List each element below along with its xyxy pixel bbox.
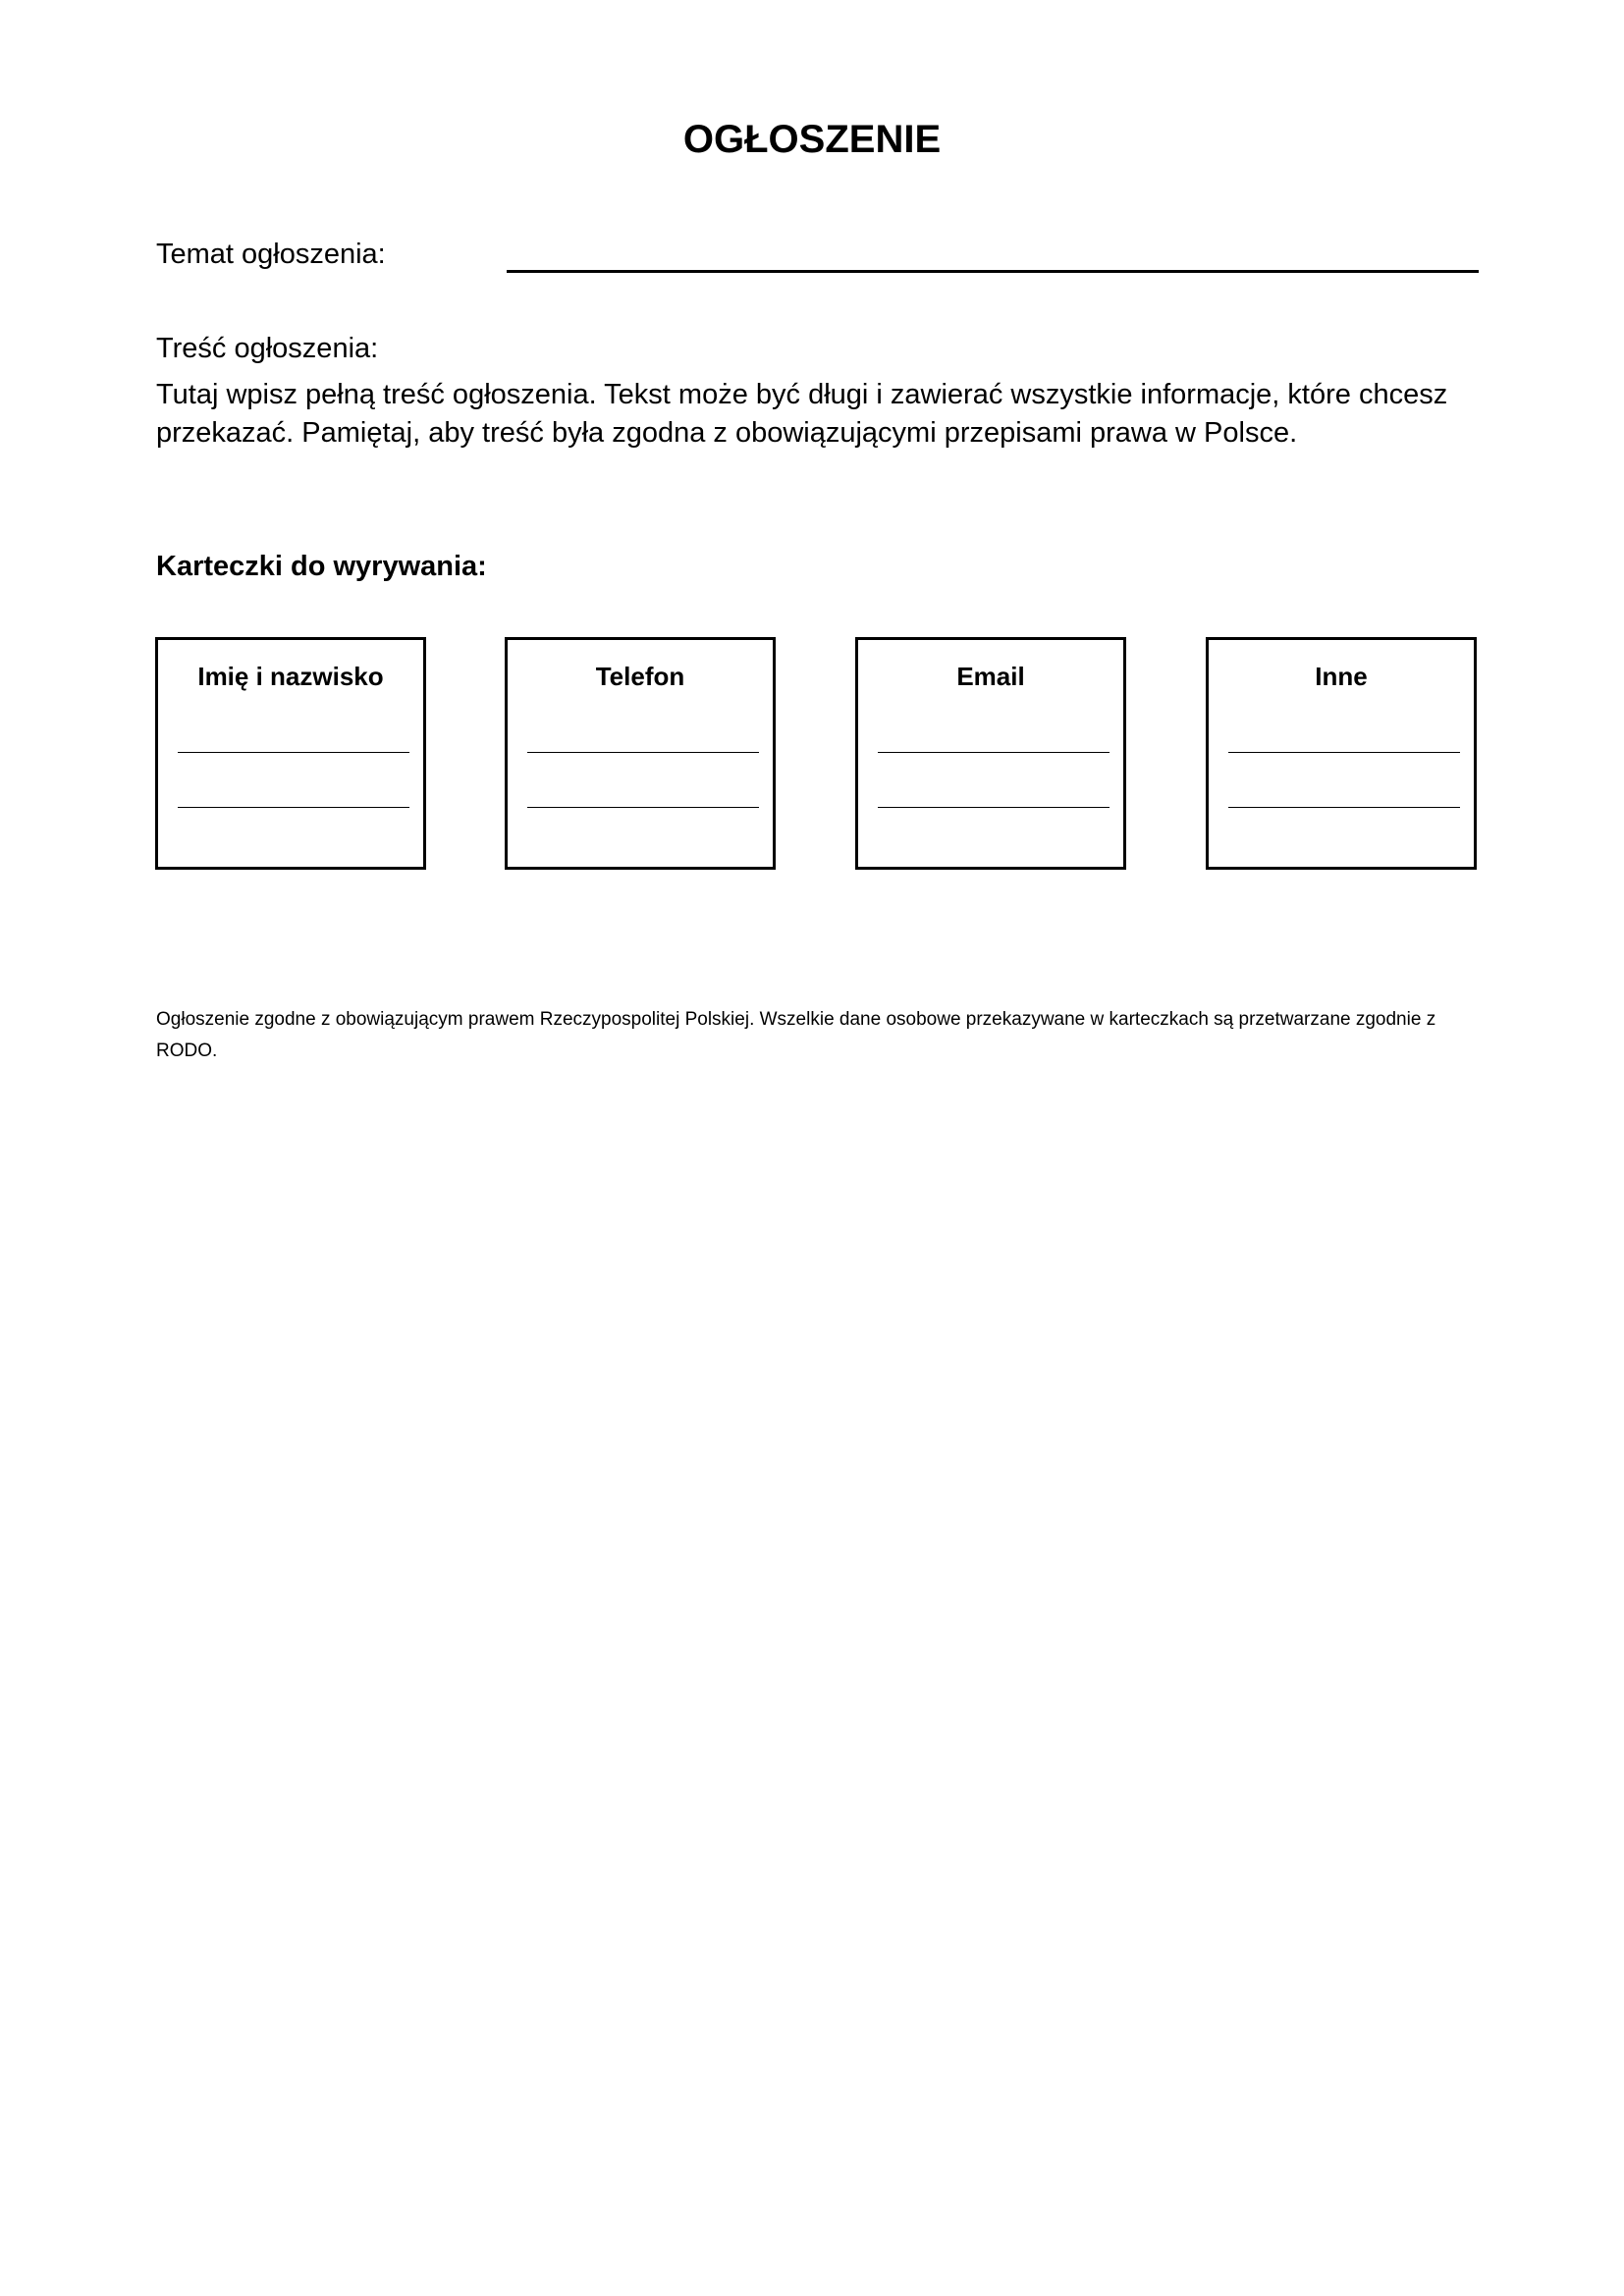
tearoff-card-line <box>178 807 409 808</box>
tearoff-card-title: Email <box>956 662 1025 691</box>
content-text: Tutaj wpisz pełną treść ogłoszenia. Tekst może być długi i zawierać wszystkie informacje, które chcesz przekazać. Pamiętaj, aby treść była zgodna z obowiązującymi przepisami prawa w Polsce. <box>156 379 1448 449</box>
tearoff-card-line <box>1228 752 1460 753</box>
tearoff-card-email <box>855 637 1126 870</box>
tearoff-card-name <box>155 637 426 870</box>
tearoff-card-title: Imię i nazwisko <box>197 662 384 691</box>
page-title: OGŁOSZENIE <box>682 118 942 161</box>
topic-label: Temat ogłoszenia: <box>156 239 386 270</box>
topic-fill-line <box>507 270 1479 273</box>
footer-note: Ogłoszenie zgodne z obowiązującym prawem Rzeczypospolitej Polskiej. Wszelkie dane osobowe przekazywane w karteczkach są przetwarzane zgodnie z RODO. <box>156 1009 1436 1061</box>
tearoff-card-phone <box>505 637 776 870</box>
tearoff-card-line <box>178 752 409 753</box>
tearoff-card-line <box>878 752 1110 753</box>
tearoff-card-line <box>527 807 759 808</box>
tearoff-card-line <box>527 752 759 753</box>
tearoff-card-title: Telefon <box>595 662 685 691</box>
tearoff-card-title: Inne <box>1315 662 1368 691</box>
tearoff-card-other <box>1206 637 1477 870</box>
tearoff-card-line <box>1228 807 1460 808</box>
tearoff-heading: Karteczki do wyrywania: <box>156 551 487 582</box>
content-label: Treść ogłoszenia: <box>156 333 379 364</box>
tearoff-card-line <box>878 807 1110 808</box>
